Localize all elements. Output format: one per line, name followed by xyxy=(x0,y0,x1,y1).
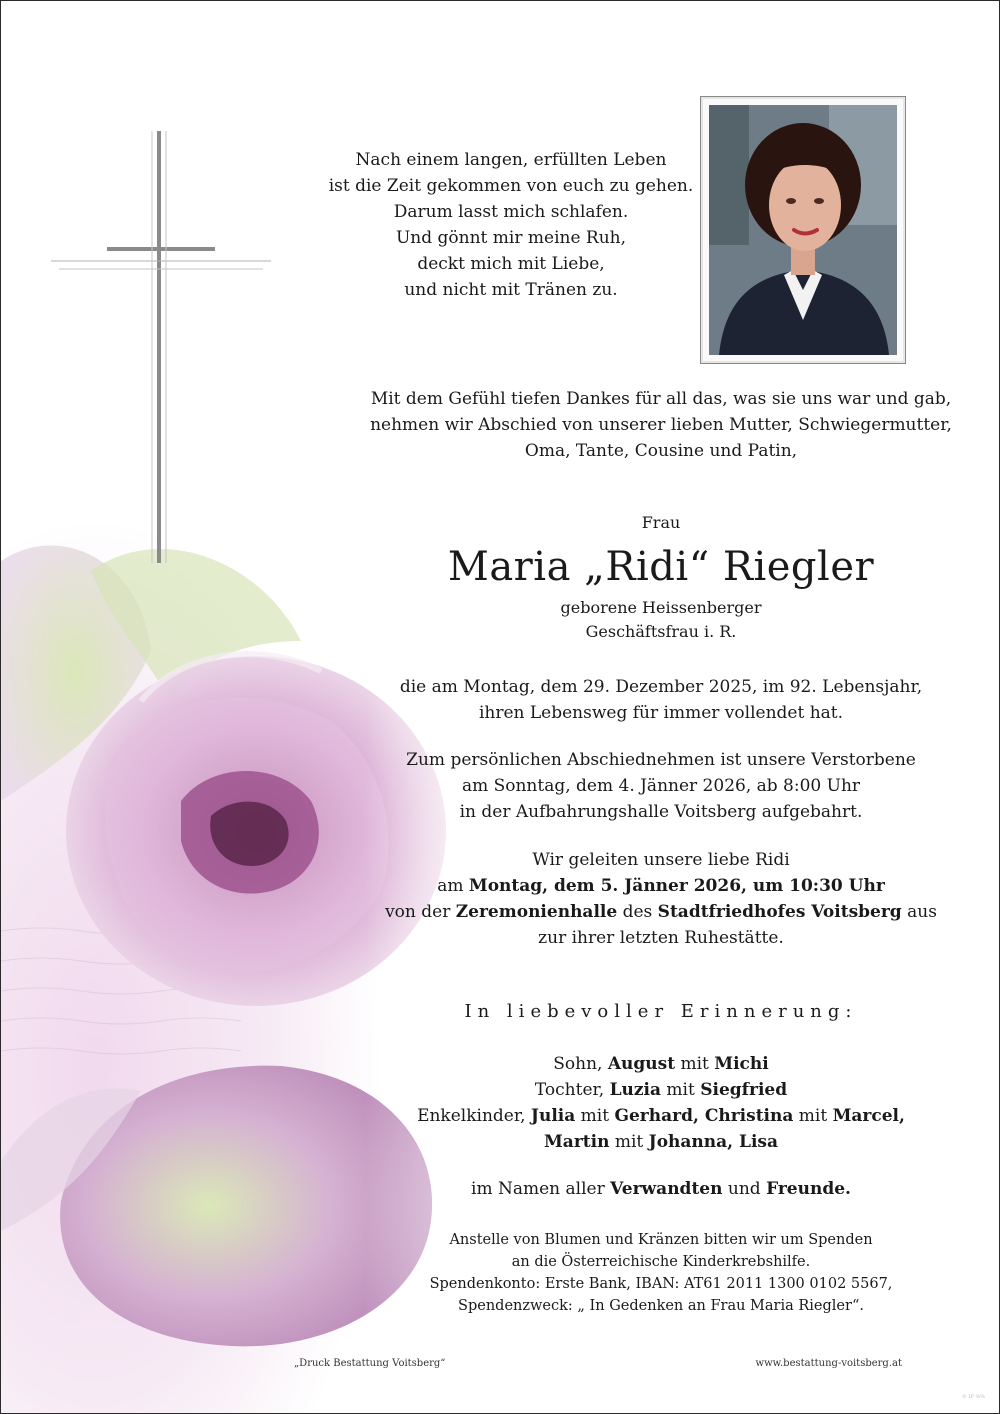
intro-line: nehmen wir Abschied von unserer lieben Mutter, Schwiegermutter, xyxy=(370,415,952,435)
family-list xyxy=(341,1051,981,1155)
footer-printer: „Druck Bestattung Voitsberg“ xyxy=(294,1358,446,1369)
funeral-line: zur ihrer letzten Ruhestätte. xyxy=(538,928,784,948)
funeral-info xyxy=(341,847,981,951)
corner-mark: © IP %% xyxy=(961,1394,985,1400)
intro-text xyxy=(351,386,971,464)
funeral-text: von der xyxy=(385,902,456,922)
on-behalf-relatives: Verwandten xyxy=(610,1179,723,1199)
family-name: Siegfried xyxy=(700,1080,788,1100)
on-behalf-text: im Namen aller xyxy=(471,1179,611,1199)
family-line-grandchildren-2 xyxy=(341,1129,981,1155)
viewing-line: Zum persönlichen Abschiednehmen ist unsere Verstorbene xyxy=(406,750,916,770)
on-behalf-line xyxy=(341,1179,981,1199)
poem-line: ist die Zeit gekommen von euch zu gehen. xyxy=(328,176,694,196)
family-connector: mit xyxy=(609,1132,649,1152)
family-line-grandchildren xyxy=(341,1103,981,1129)
birth-name: geborene Heissenberger xyxy=(560,598,762,617)
funeral-date: Montag, dem 5. Jänner 2026, um 10:30 Uhr xyxy=(468,876,885,896)
on-behalf-text: und xyxy=(722,1179,767,1199)
on-behalf-friends: Freunde xyxy=(766,1179,846,1199)
family-name: Lisa xyxy=(739,1132,778,1152)
family-name: Christina xyxy=(704,1106,794,1126)
donation-line: an die Österreichische Kinderkrebshilfe. xyxy=(511,1254,811,1270)
death-line: ihren Lebensweg für immer vollendet hat. xyxy=(478,703,844,723)
on-behalf-period: . xyxy=(845,1179,851,1199)
cross-icon xyxy=(51,131,271,571)
poem-line: deckt mich mit Liebe, xyxy=(417,254,605,274)
family-name: Johanna xyxy=(648,1132,728,1152)
funeral-text: aus xyxy=(901,902,937,922)
poem xyxy=(251,147,771,303)
intro-line: Mit dem Gefühl tiefen Dankes für all das, was sie uns war und gab, xyxy=(370,389,952,409)
family-line-daughter xyxy=(341,1077,981,1103)
birth-name-block xyxy=(461,596,861,644)
death-line: die am Montag, dem 29. Dezember 2025, im 92. Lebensjahr, xyxy=(399,677,923,697)
portrait-photo xyxy=(709,105,897,355)
family-label: Sohn, xyxy=(553,1054,608,1074)
family-name: Martin xyxy=(543,1132,610,1152)
funeral-line xyxy=(341,873,981,899)
family-name: Julia xyxy=(530,1106,576,1126)
donation-info xyxy=(361,1229,961,1317)
deceased-name: Maria „Ridi“ Riegler xyxy=(447,544,875,590)
family-name: Marcel xyxy=(832,1106,900,1126)
family-connector: mit xyxy=(575,1106,615,1126)
viewing-line: am Sonntag, dem 4. Jänner 2026, ab 8:00 Uhr xyxy=(461,776,861,796)
family-separator: , xyxy=(727,1132,739,1152)
funeral-line: Wir geleiten unsere liebe Ridi xyxy=(532,850,790,870)
memory-heading: In liebevoller Erinnerung: xyxy=(464,1001,858,1022)
family-connector: mit xyxy=(675,1054,715,1074)
poem-line: Darum lasst mich schlafen. xyxy=(393,202,629,222)
poem-line: Und gönnt mir meine Ruh, xyxy=(395,228,627,248)
family-name: Gerhard xyxy=(614,1106,693,1126)
family-connector: mit xyxy=(661,1080,701,1100)
viewing-line: in der Aufbahrungshalle Voitsberg aufgebahrt. xyxy=(459,802,863,822)
viewing-info xyxy=(341,747,981,825)
funeral-text: am xyxy=(437,876,469,896)
family-name: Luzia xyxy=(609,1080,662,1100)
family-name: Michi xyxy=(714,1054,769,1074)
death-info xyxy=(341,674,981,726)
portrait-frame xyxy=(700,96,906,364)
salutation: Frau xyxy=(641,513,681,532)
family-name: August xyxy=(607,1054,676,1074)
donation-line: Spendenzweck: „ In Gedenken an Frau Maria Riegler“. xyxy=(458,1298,864,1314)
ceremony-hall: Zeremonienhalle xyxy=(455,902,618,922)
poem-line: und nicht mit Tränen zu. xyxy=(404,280,618,300)
poem-line: Nach einem langen, erfüllten Leben xyxy=(355,150,667,170)
intro-line: Oma, Tante, Cousine und Patin, xyxy=(524,441,798,461)
donation-line: Spendenkonto: Erste Bank, IBAN: AT61 2011 1300 0102 5567, xyxy=(429,1276,893,1292)
family-line-son xyxy=(341,1051,981,1077)
family-separator: , xyxy=(899,1106,905,1126)
cemetery-name: Stadtfriedhofes Voitsberg xyxy=(657,902,902,922)
donation-line: Anstelle von Blumen und Kränzen bitten wir um Spenden xyxy=(449,1232,873,1248)
footer-website: www.bestattung-voitsberg.at xyxy=(755,1358,902,1369)
family-connector: mit xyxy=(793,1106,833,1126)
family-label: Tochter, xyxy=(534,1080,610,1100)
funeral-line xyxy=(341,899,981,925)
family-separator: , xyxy=(692,1106,705,1126)
funeral-text: des xyxy=(617,902,658,922)
family-label: Enkelkinder, xyxy=(417,1106,531,1126)
occupation: Geschäftsfrau i. R. xyxy=(585,622,737,641)
